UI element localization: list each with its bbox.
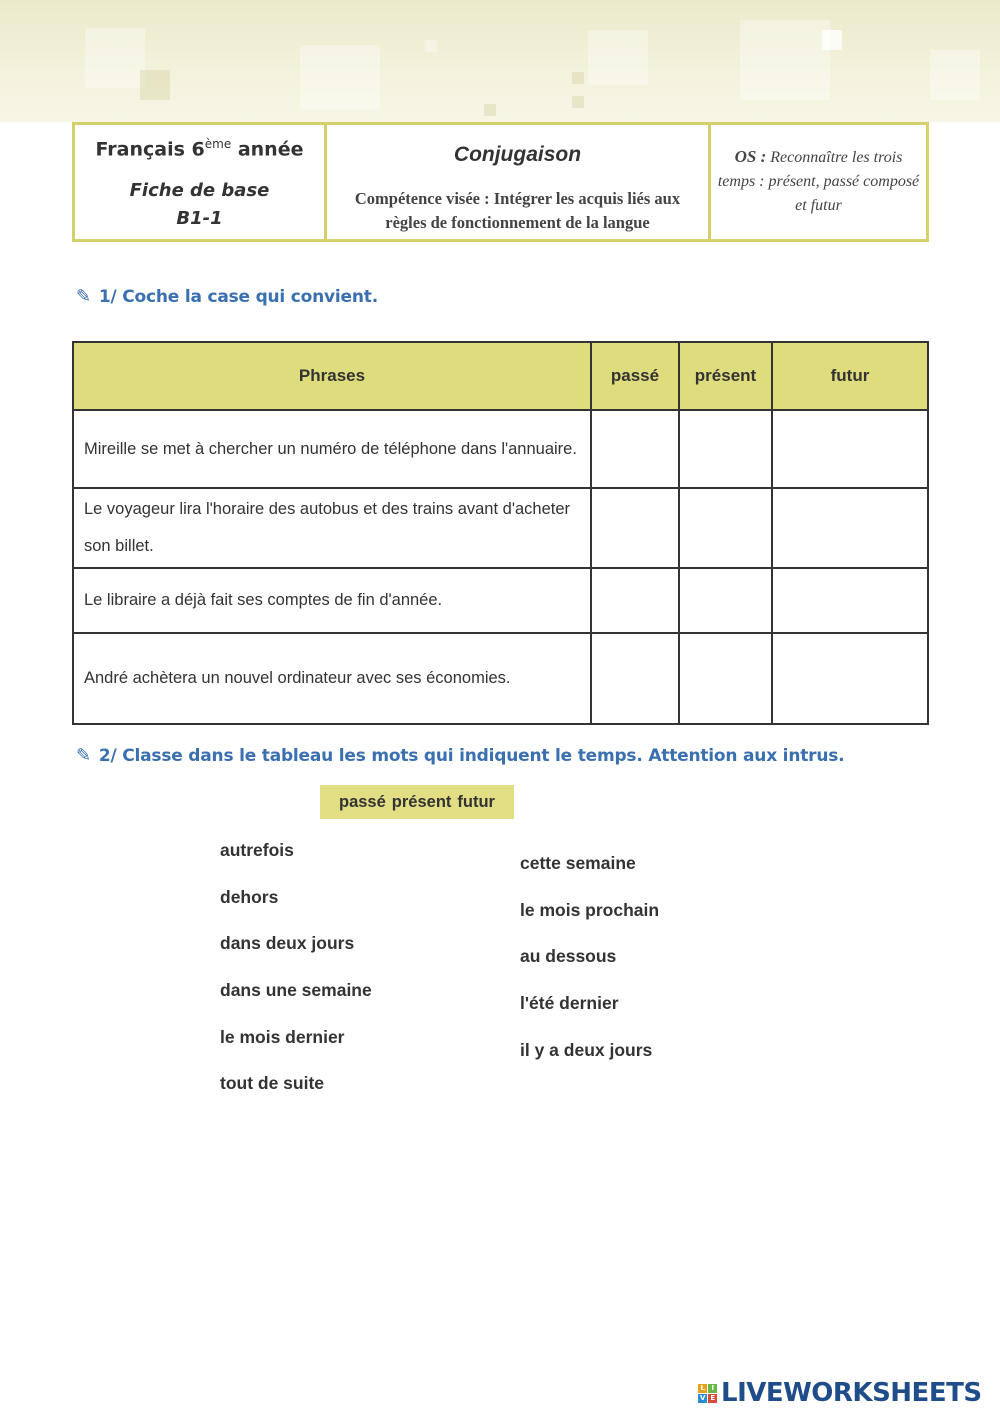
decorative-banner: [0, 0, 1000, 122]
logo-mark-icon: L I V E: [698, 1384, 717, 1403]
check-cell-present[interactable]: [679, 568, 772, 633]
category-drop-bar[interactable]: [320, 785, 514, 819]
check-cell-futur[interactable]: [772, 568, 928, 633]
header-subject-cell: [75, 125, 327, 239]
exercise1-table: [72, 341, 929, 725]
competence-text: Compétence visée : Intégrer les acquis liés aux règles de fonctionnement de la langue: [354, 189, 681, 232]
draggable-word[interactable]: le mois dernier: [220, 1026, 345, 1047]
exercise2-instruction: ✎ 2/ Classe dans le tableau les mots qui indiquent le temps. Attention aux intrus.: [76, 745, 845, 766]
column-header: présent: [679, 342, 772, 410]
check-cell-present[interactable]: [679, 488, 772, 568]
check-cell-present[interactable]: [679, 410, 772, 488]
table-row: [73, 488, 928, 568]
check-cell-passe[interactable]: [591, 410, 679, 488]
draggable-word[interactable]: dans deux jours: [220, 933, 355, 954]
page-title: Conjugaison: [453, 143, 582, 166]
check-cell-futur[interactable]: [772, 488, 928, 568]
draggable-word[interactable]: le mois prochain: [520, 899, 660, 920]
check-cell-futur[interactable]: [772, 410, 928, 488]
header-title-cell: [327, 125, 711, 239]
check-cell-present[interactable]: [679, 633, 772, 724]
table-row: [73, 633, 928, 724]
check-cell-passe[interactable]: [591, 568, 679, 633]
objective-text: OS : Reconnaître les trois temps : présent, passé composé et futur: [717, 147, 920, 214]
draggable-word[interactable]: dehors: [220, 886, 279, 907]
check-cell-passe[interactable]: [591, 633, 679, 724]
sentence-cell: Le libraire a déjà fait ses comptes de fin d'année.: [73, 568, 591, 633]
header-os-cell: [711, 125, 926, 239]
sentence-cell: André achètera un nouvel ordinateur avec ses économies.: [73, 633, 591, 724]
fiche-label: Fiche de base B1-1: [129, 180, 270, 229]
table-row: [73, 410, 928, 488]
subject-title: Français 6ème année: [95, 137, 304, 161]
word-list-right: [520, 853, 659, 1086]
draggable-word[interactable]: cette semaine: [520, 853, 636, 873]
check-cell-futur[interactable]: [772, 633, 928, 724]
brand-name: LIVEWORKSHEETS: [721, 1378, 982, 1408]
word-list-left: [220, 840, 372, 1120]
pencil-icon: ✎: [76, 286, 91, 307]
sentence-cell: Le voyageur lira l'horaire des autobus et des trains avant d'acheter son billet.: [73, 488, 591, 568]
header-box: [72, 122, 929, 242]
table-row: [73, 568, 928, 633]
category-present[interactable]: présent: [391, 792, 452, 811]
draggable-word[interactable]: l'été dernier: [520, 993, 619, 1014]
draggable-word[interactable]: tout de suite: [220, 1073, 325, 1094]
column-header: futur: [772, 342, 928, 410]
column-header: passé: [591, 342, 679, 410]
category-passe[interactable]: passé: [339, 792, 386, 811]
draggable-word[interactable]: il y a deux jours: [520, 1039, 653, 1060]
table-header-row: [73, 342, 928, 410]
exercise1-instruction: ✎ 1/ Coche la case qui convient.: [76, 286, 378, 307]
liveworksheets-logo: [698, 1378, 982, 1408]
draggable-word[interactable]: au dessous: [520, 946, 617, 967]
draggable-word[interactable]: autrefois: [220, 840, 294, 860]
category-futur[interactable]: futur: [457, 792, 495, 811]
check-cell-passe[interactable]: [591, 488, 679, 568]
pencil-icon: ✎: [76, 745, 91, 766]
draggable-word[interactable]: dans une semaine: [220, 980, 372, 1001]
sentence-cell: Mireille se met à chercher un numéro de téléphone dans l'annuaire.: [73, 410, 591, 488]
column-header: Phrases: [73, 342, 591, 410]
